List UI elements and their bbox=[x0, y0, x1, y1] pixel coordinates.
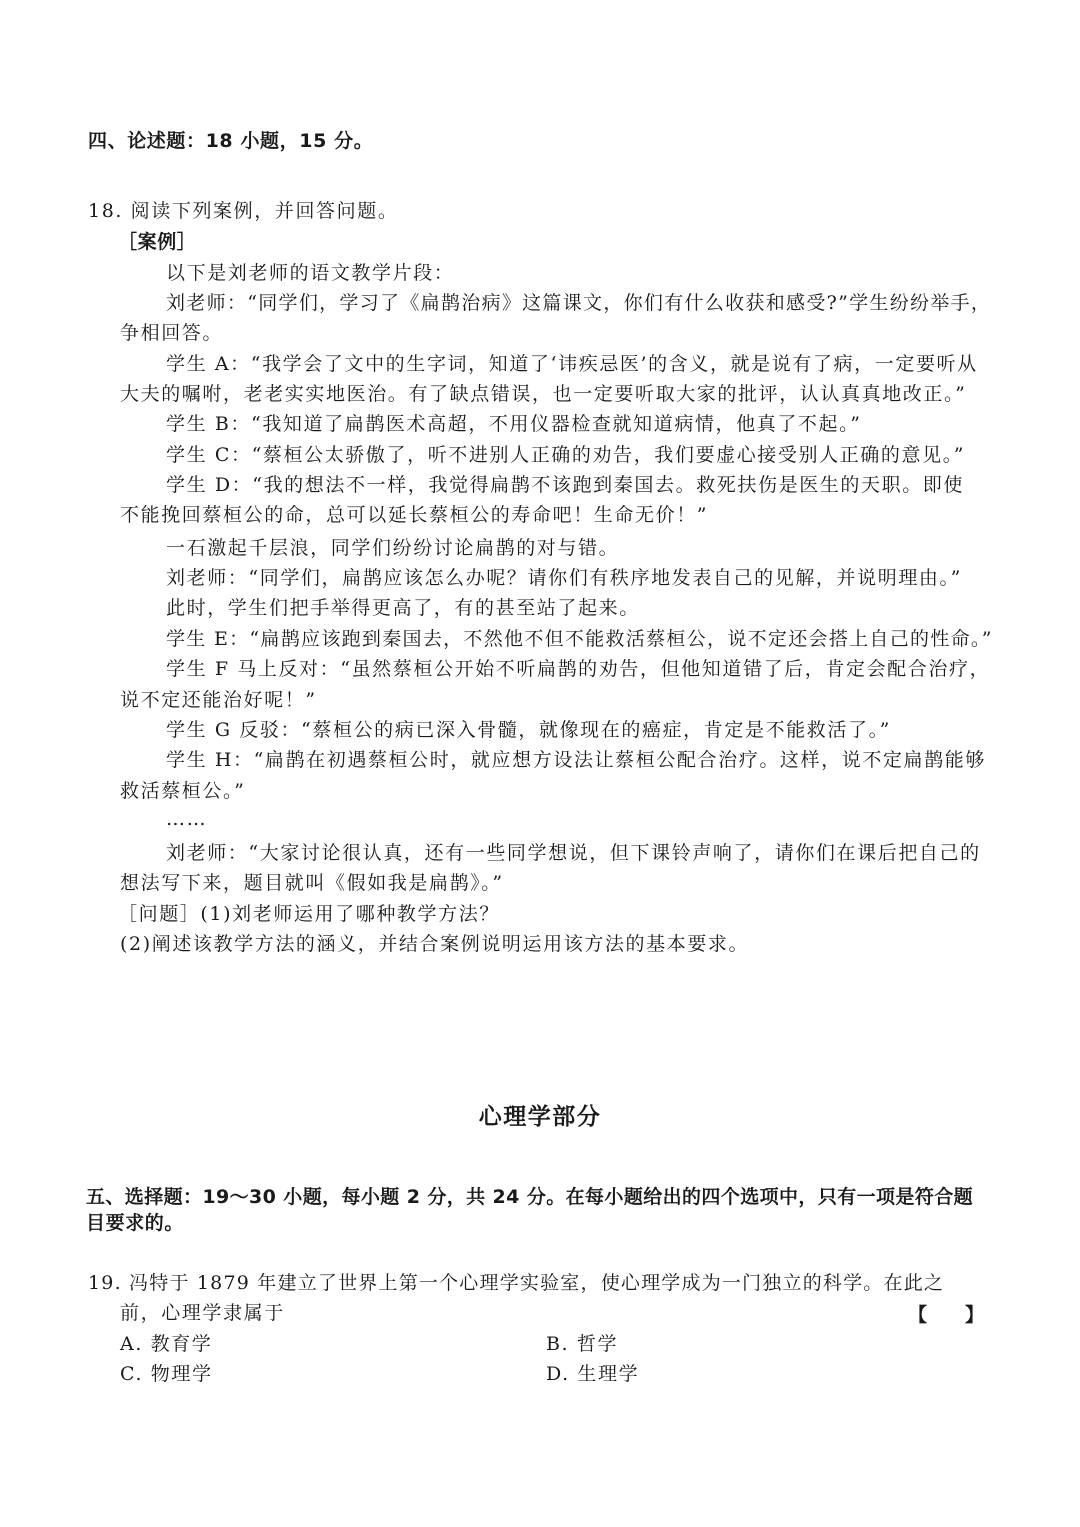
option-d: D. 生理学 bbox=[546, 1363, 640, 1385]
question-18-part-1: ［问题］(1)刘老师运用了哪种教学方法？ bbox=[118, 903, 500, 925]
case-line: 学生 A：“我学会了文中的生字词，知道了‘讳疾忌医’的含义，就是说有了病，一定要听从 bbox=[166, 353, 978, 375]
case-line: 学生 B：“我知道了扁鹊医术高超，不用仪器检查就知道病情，他真了不起。” bbox=[166, 413, 862, 435]
question-18-part-2: (2)阐述该教学方法的涵义，并结合案例说明运用该方法的基本要求。 bbox=[120, 933, 750, 955]
case-label: ［案例］ bbox=[118, 231, 197, 253]
case-line: 学生 G 反驳：“蔡桓公的病已深入骨髓，就像现在的癌症，肯定是不能救活了。” bbox=[166, 719, 891, 741]
case-line: 救活蔡桓公。” bbox=[120, 780, 246, 802]
case-line: 一石激起千层浪，同学们纷纷讨论扁鹊的对与错。 bbox=[166, 537, 620, 559]
option-a: A. 教育学 bbox=[120, 1333, 213, 1355]
case-line: 不能挽回蔡桓公的命，总可以延长蔡桓公的寿命吧！生命无价！” bbox=[120, 504, 709, 526]
case-line: 学生 C：“蔡桓公太骄傲了，听不进别人正确的劝告，我们要虚心接受别人正确的意见。” bbox=[166, 444, 966, 466]
option-b: B. 哲学 bbox=[546, 1333, 619, 1355]
section-5-heading-cont: 目要求的。 bbox=[86, 1212, 185, 1234]
case-line: 学生 F 马上反对：“虽然蔡桓公开始不听扁鹊的劝告，但他知道错了后，肯定会配合治疗， bbox=[166, 658, 991, 680]
case-line: …… bbox=[166, 808, 208, 830]
case-line: 说不定还能治好呢！” bbox=[120, 689, 317, 711]
answer-bracket: 【 】 bbox=[908, 1304, 985, 1326]
question-19-stem-cont: 前，心理学隶属于 bbox=[120, 1302, 285, 1324]
case-line: 此时，学生们把手举得更高了，有的甚至站了起来。 bbox=[166, 597, 640, 619]
question-18-stem: 18. 阅读下列案例，并回答问题。 bbox=[88, 200, 399, 222]
question-19-stem: 19. 冯特于 1879 年建立了世界上第一个心理学实验室，使心理学成为一门独立的科学。在此之 bbox=[88, 1272, 945, 1294]
section-4-heading: 四、论述题：18 小题，15 分。 bbox=[88, 130, 374, 152]
case-line: 刘老师：“大家讨论很认真，还有一些同学想说，但下课铃声响了，请你们在课后把自己的 bbox=[166, 842, 981, 864]
case-line: 刘老师：“同学们，学习了《扁鹊治病》这篇课文，你们有什么收获和感受?”学生纷纷举手， bbox=[166, 292, 992, 314]
case-line: 想法写下来，题目就叫《假如我是扁鹊》。” bbox=[120, 872, 504, 894]
psychology-section-title: 心理学部分 bbox=[478, 1104, 602, 1130]
case-line: 学生 D：“我的想法不一样，我觉得扁鹊不该跑到秦国去。救死扶伤是医生的天职。即使 bbox=[166, 474, 964, 496]
case-line: 刘老师：“同学们，扁鹊应该怎么办呢？请你们有秩序地发表自己的见解，并说明理由。” bbox=[166, 567, 962, 589]
case-line: 以下是刘老师的语文教学片段： bbox=[166, 262, 455, 284]
case-line: 学生 E：“扁鹊应该跑到秦国去，不然他不但不能救活蔡桓公，说不定还会搭上自己的性命。” bbox=[166, 628, 993, 650]
case-line: 学生 H：“扁鹊在初遇蔡桓公时，就应想方设法让蔡桓公配合治疗。这样，说不定扁鹊能够 bbox=[166, 749, 986, 771]
section-5-heading: 五、选择题：19～30 小题，每小题 2 分，共 24 分。在每小题给出的四个选项中，只有一项是符合题 bbox=[86, 1186, 974, 1208]
option-c: C. 物理学 bbox=[120, 1363, 213, 1385]
case-line: 大夫的嘱咐，老老实实地医治。有了缺点错误，也一定要听取大家的批评，认认真真地改正。” bbox=[120, 383, 967, 405]
case-line: 争相回答。 bbox=[120, 322, 224, 344]
